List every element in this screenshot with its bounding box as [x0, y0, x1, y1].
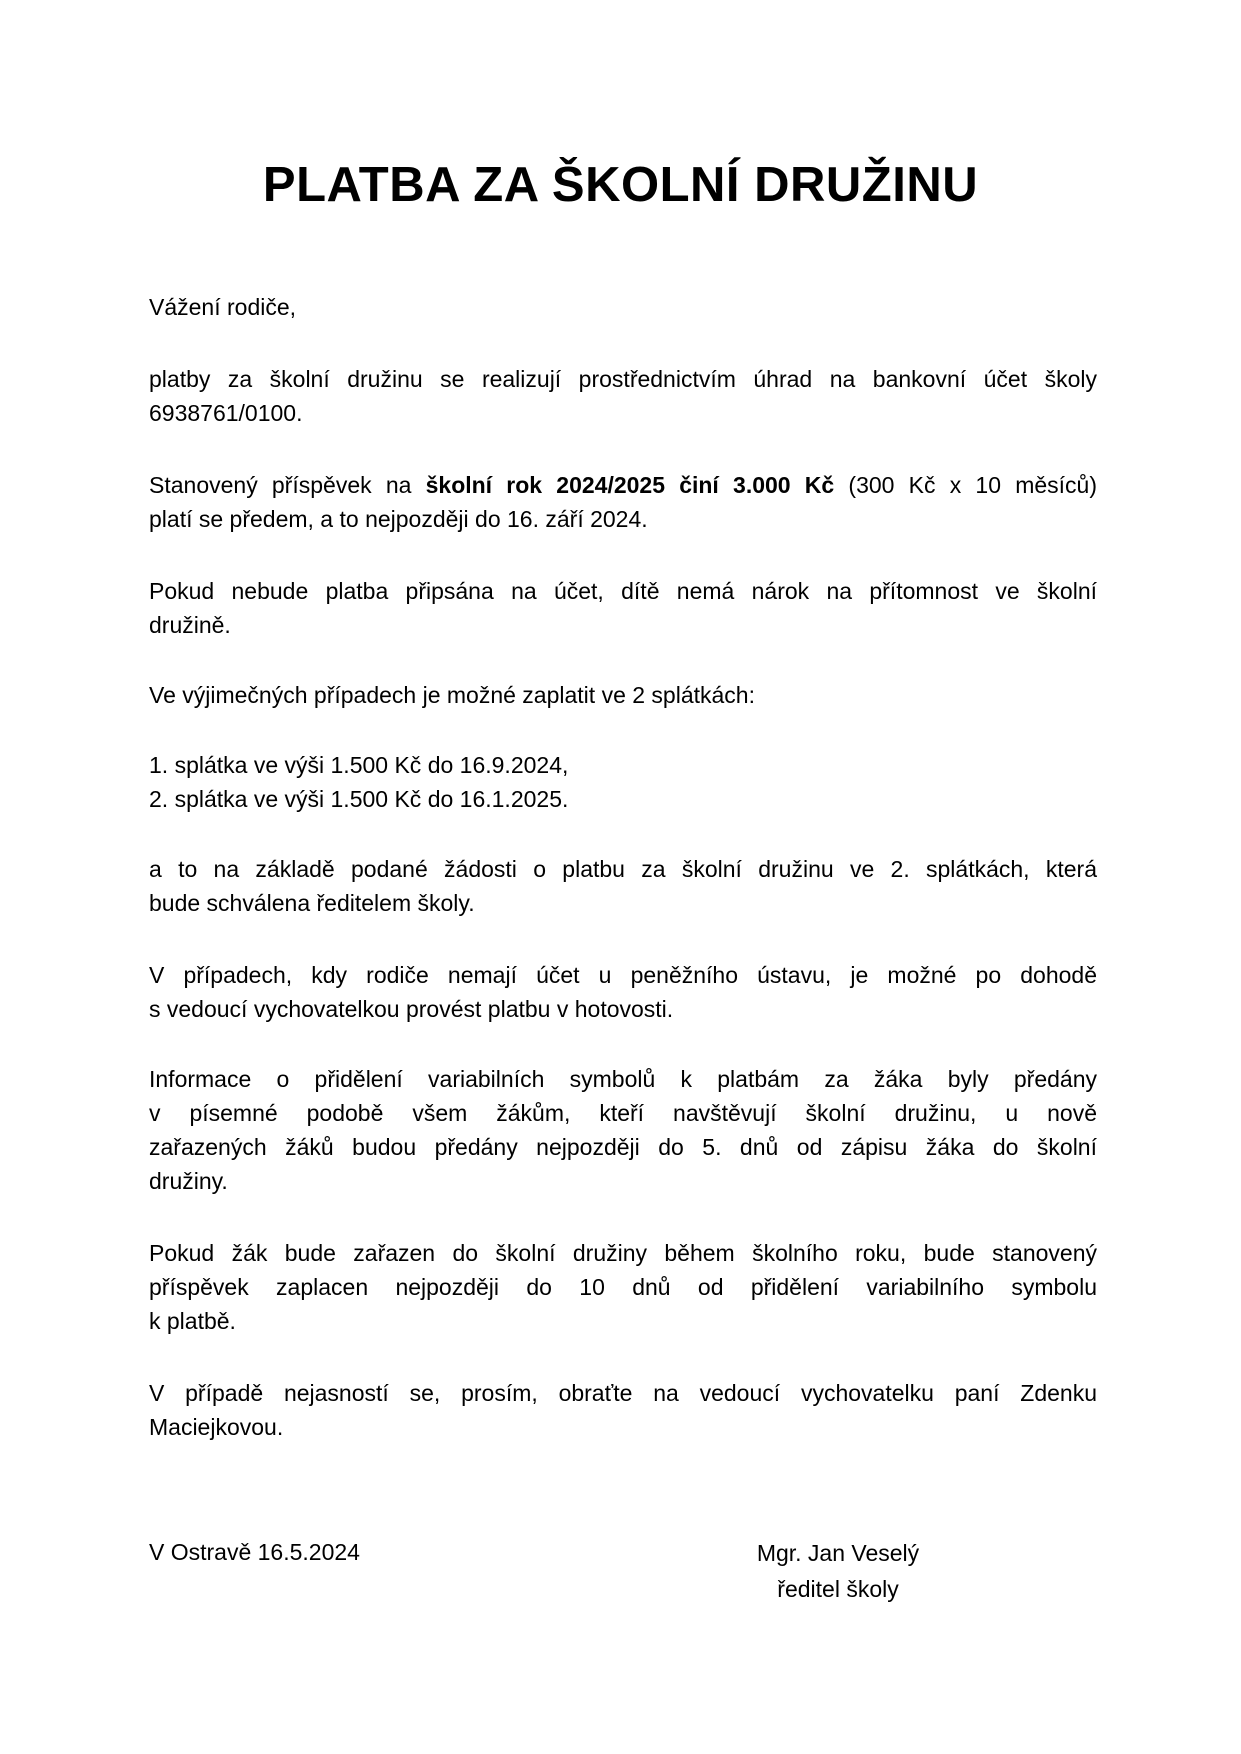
signatory-name: Mgr. Jan Veselý	[756, 1540, 920, 1566]
paragraph-contribution	[149, 468, 1097, 536]
paragraph-line: Informace o přidělení variabilních symbolů k platbám za žáka byly předány	[149, 1066, 1097, 1092]
paragraph-line	[149, 468, 1097, 502]
paragraph-line: Maciejkovou.	[149, 1414, 284, 1440]
document-title: PLATBA ZA ŠKOLNÍ DRUŽINU	[262, 158, 979, 212]
installment-item: 1. splátka ve výši 1.500 Kč do 16.9.2024,	[149, 752, 569, 778]
paragraph-line: příspěvek zaplacen nejpozději do 10 dnů od přidělení variabilního symbolu	[149, 1274, 1097, 1300]
paragraph-line: družině.	[149, 612, 231, 638]
signatory-role: ředitel školy	[777, 1576, 899, 1602]
paragraph-installment-approval	[149, 852, 1097, 920]
paragraph-line: zařazených žáků budou předány nejpozději do 5. dnů od zápisu žáka do školní	[149, 1134, 1097, 1160]
paragraph-contact	[149, 1376, 1097, 1444]
salutation: Vážení rodiče,	[149, 294, 297, 320]
signature-block	[743, 1535, 933, 1607]
paragraph-line: Pokud žák bude zařazen do školní družiny během školního roku, bude stanovený	[149, 1240, 1097, 1266]
paragraph-line: družiny.	[149, 1168, 228, 1194]
paragraph-line: a to na základě podané žádosti o platbu za školní družinu ve 2. splátkách, která	[149, 856, 1097, 882]
installment-item: 2. splátka ve výši 1.500 Kč do 16.1.2025.	[149, 786, 569, 812]
bank-account-number: 6938761/0100.	[149, 400, 303, 426]
paragraph-line: platby za školní družinu se realizují prostřednictvím úhrad na bankovní účet školy	[149, 366, 1097, 392]
paragraph-line: s vedoucí vychovatelkou provést platbu v hotovosti.	[149, 996, 674, 1022]
contribution-post: (300 Kč x 10 měsíců)	[834, 472, 1097, 498]
paragraph-payment-requirement	[149, 574, 1097, 642]
paragraph-mid-year-enrollment	[149, 1236, 1097, 1338]
paragraph-line: V případech, kdy rodiče nemají účet u peněžního ústavu, je možné po dohodě	[149, 962, 1097, 988]
paragraph-line: Pokud nebude platba připsána na účet, dítě nemá nárok na přítomnost ve školní	[149, 578, 1097, 604]
paragraph-line: bude schválena ředitelem školy.	[149, 890, 475, 916]
contribution-pre: Stanovený příspěvek na	[149, 472, 426, 498]
contribution-amount-bold: školní rok 2024/2025 činí 3.000 Kč	[425, 472, 835, 498]
paragraph-installments-intro: Ve výjimečných případech je možné zaplatit ve 2 splátkách:	[149, 682, 755, 708]
paragraph-cash-payment	[149, 958, 1097, 1026]
paragraph-bank-account	[149, 362, 1097, 430]
installments-list	[149, 748, 1097, 816]
paragraph-variable-symbols	[149, 1062, 1097, 1198]
paragraph-line: V případě nejasností se, prosím, obraťte na vedoucí vychovatelku paní Zdenku	[149, 1380, 1097, 1406]
paragraph-line: v písemné podobě všem žákům, kteří navštěvují školní družinu, u nově	[149, 1100, 1097, 1126]
place-and-date: V Ostravě 16.5.2024	[149, 1539, 360, 1565]
paragraph-line: k platbě.	[149, 1308, 236, 1334]
paragraph-line: platí se předem, a to nejpozději do 16. září 2024.	[149, 506, 648, 532]
